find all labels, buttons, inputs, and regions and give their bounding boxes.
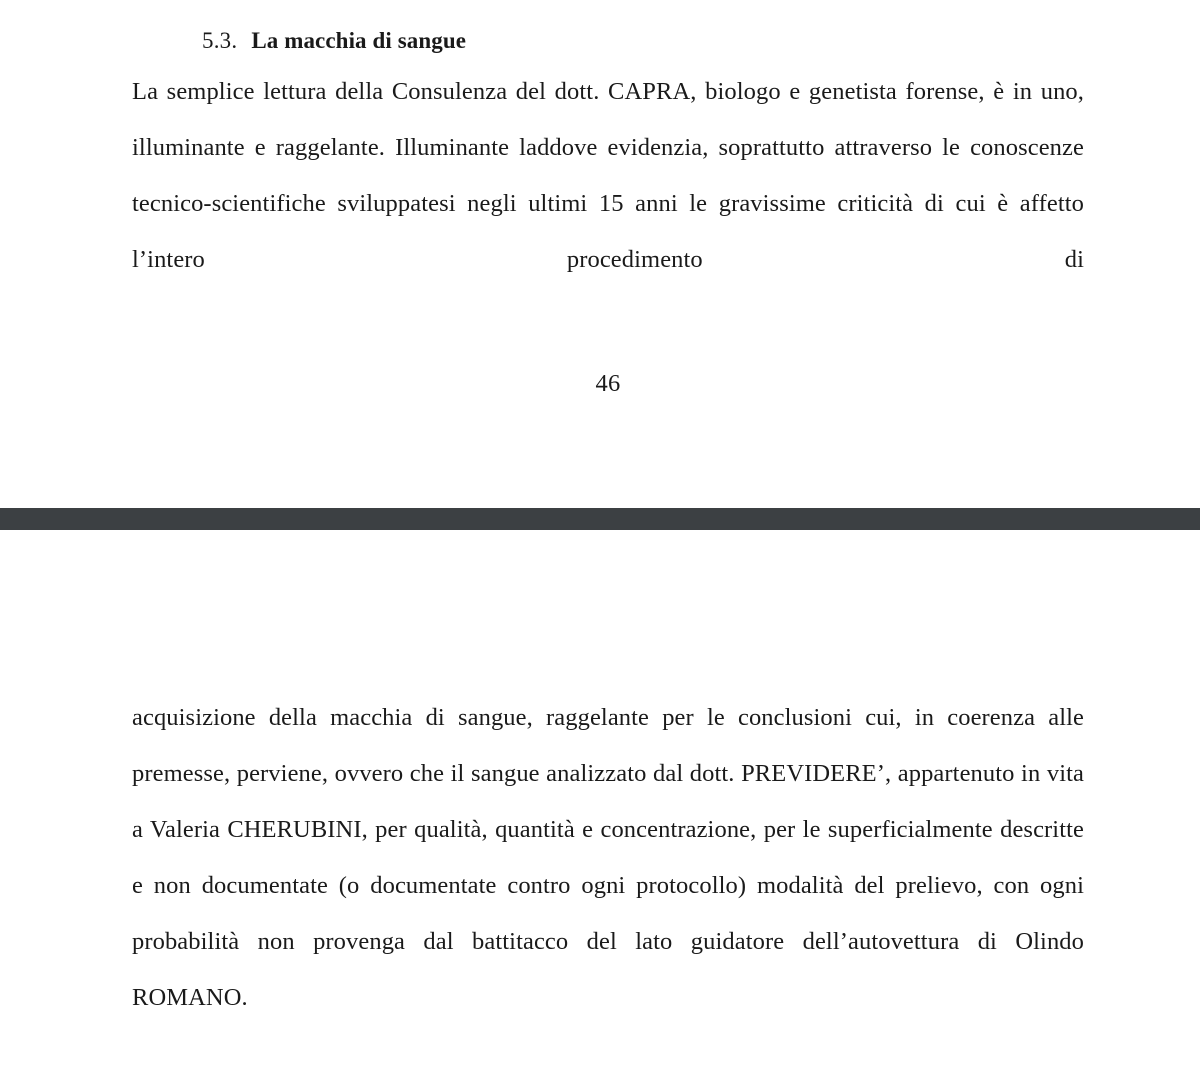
page-content-top [0, 28, 1200, 398]
section-number: 5.3. [202, 28, 238, 53]
section-title: La macchia di sangue [251, 28, 467, 53]
page-separator-bar [0, 508, 1200, 530]
body-paragraph-top: La semplice lettura della Consulenza del dott. CAPRA, biologo e genetista forense, è in uno, illuminante e raggelante. Illuminante laddove evidenzia, soprattutto attraverso le conoscenze tecnico-scientifiche sviluppatesi negli ultimi 15 anni le gravissime criticità di cui è affetto l’intero procedimento di [132, 78, 1084, 273]
document-page-top [0, 0, 1200, 508]
page-number-top: 46 [595, 370, 621, 397]
document-page-bottom [0, 530, 1200, 1086]
body-paragraph-bottom: acquisizione della macchia di sangue, raggelante per le conclusioni cui, in coerenza alle premesse, perviene, ovvero che il sangue analizzato dal dott. PREVIDERE’, appartenuto in vita a Valeria CHERUBINI, per qualità, quantità e concentrazione, per le superficialmente descritte e non documentate (o documentate contro ogni protocollo) modalità del prelievo, con ogni probabilità non provenga dal battitacco del lato guidatore dell’autovettura di Olindo ROMANO. [132, 704, 1084, 1011]
page-top-margin [0, 530, 1200, 690]
page-content-bottom [0, 690, 1200, 1026]
section-heading [132, 28, 1084, 54]
